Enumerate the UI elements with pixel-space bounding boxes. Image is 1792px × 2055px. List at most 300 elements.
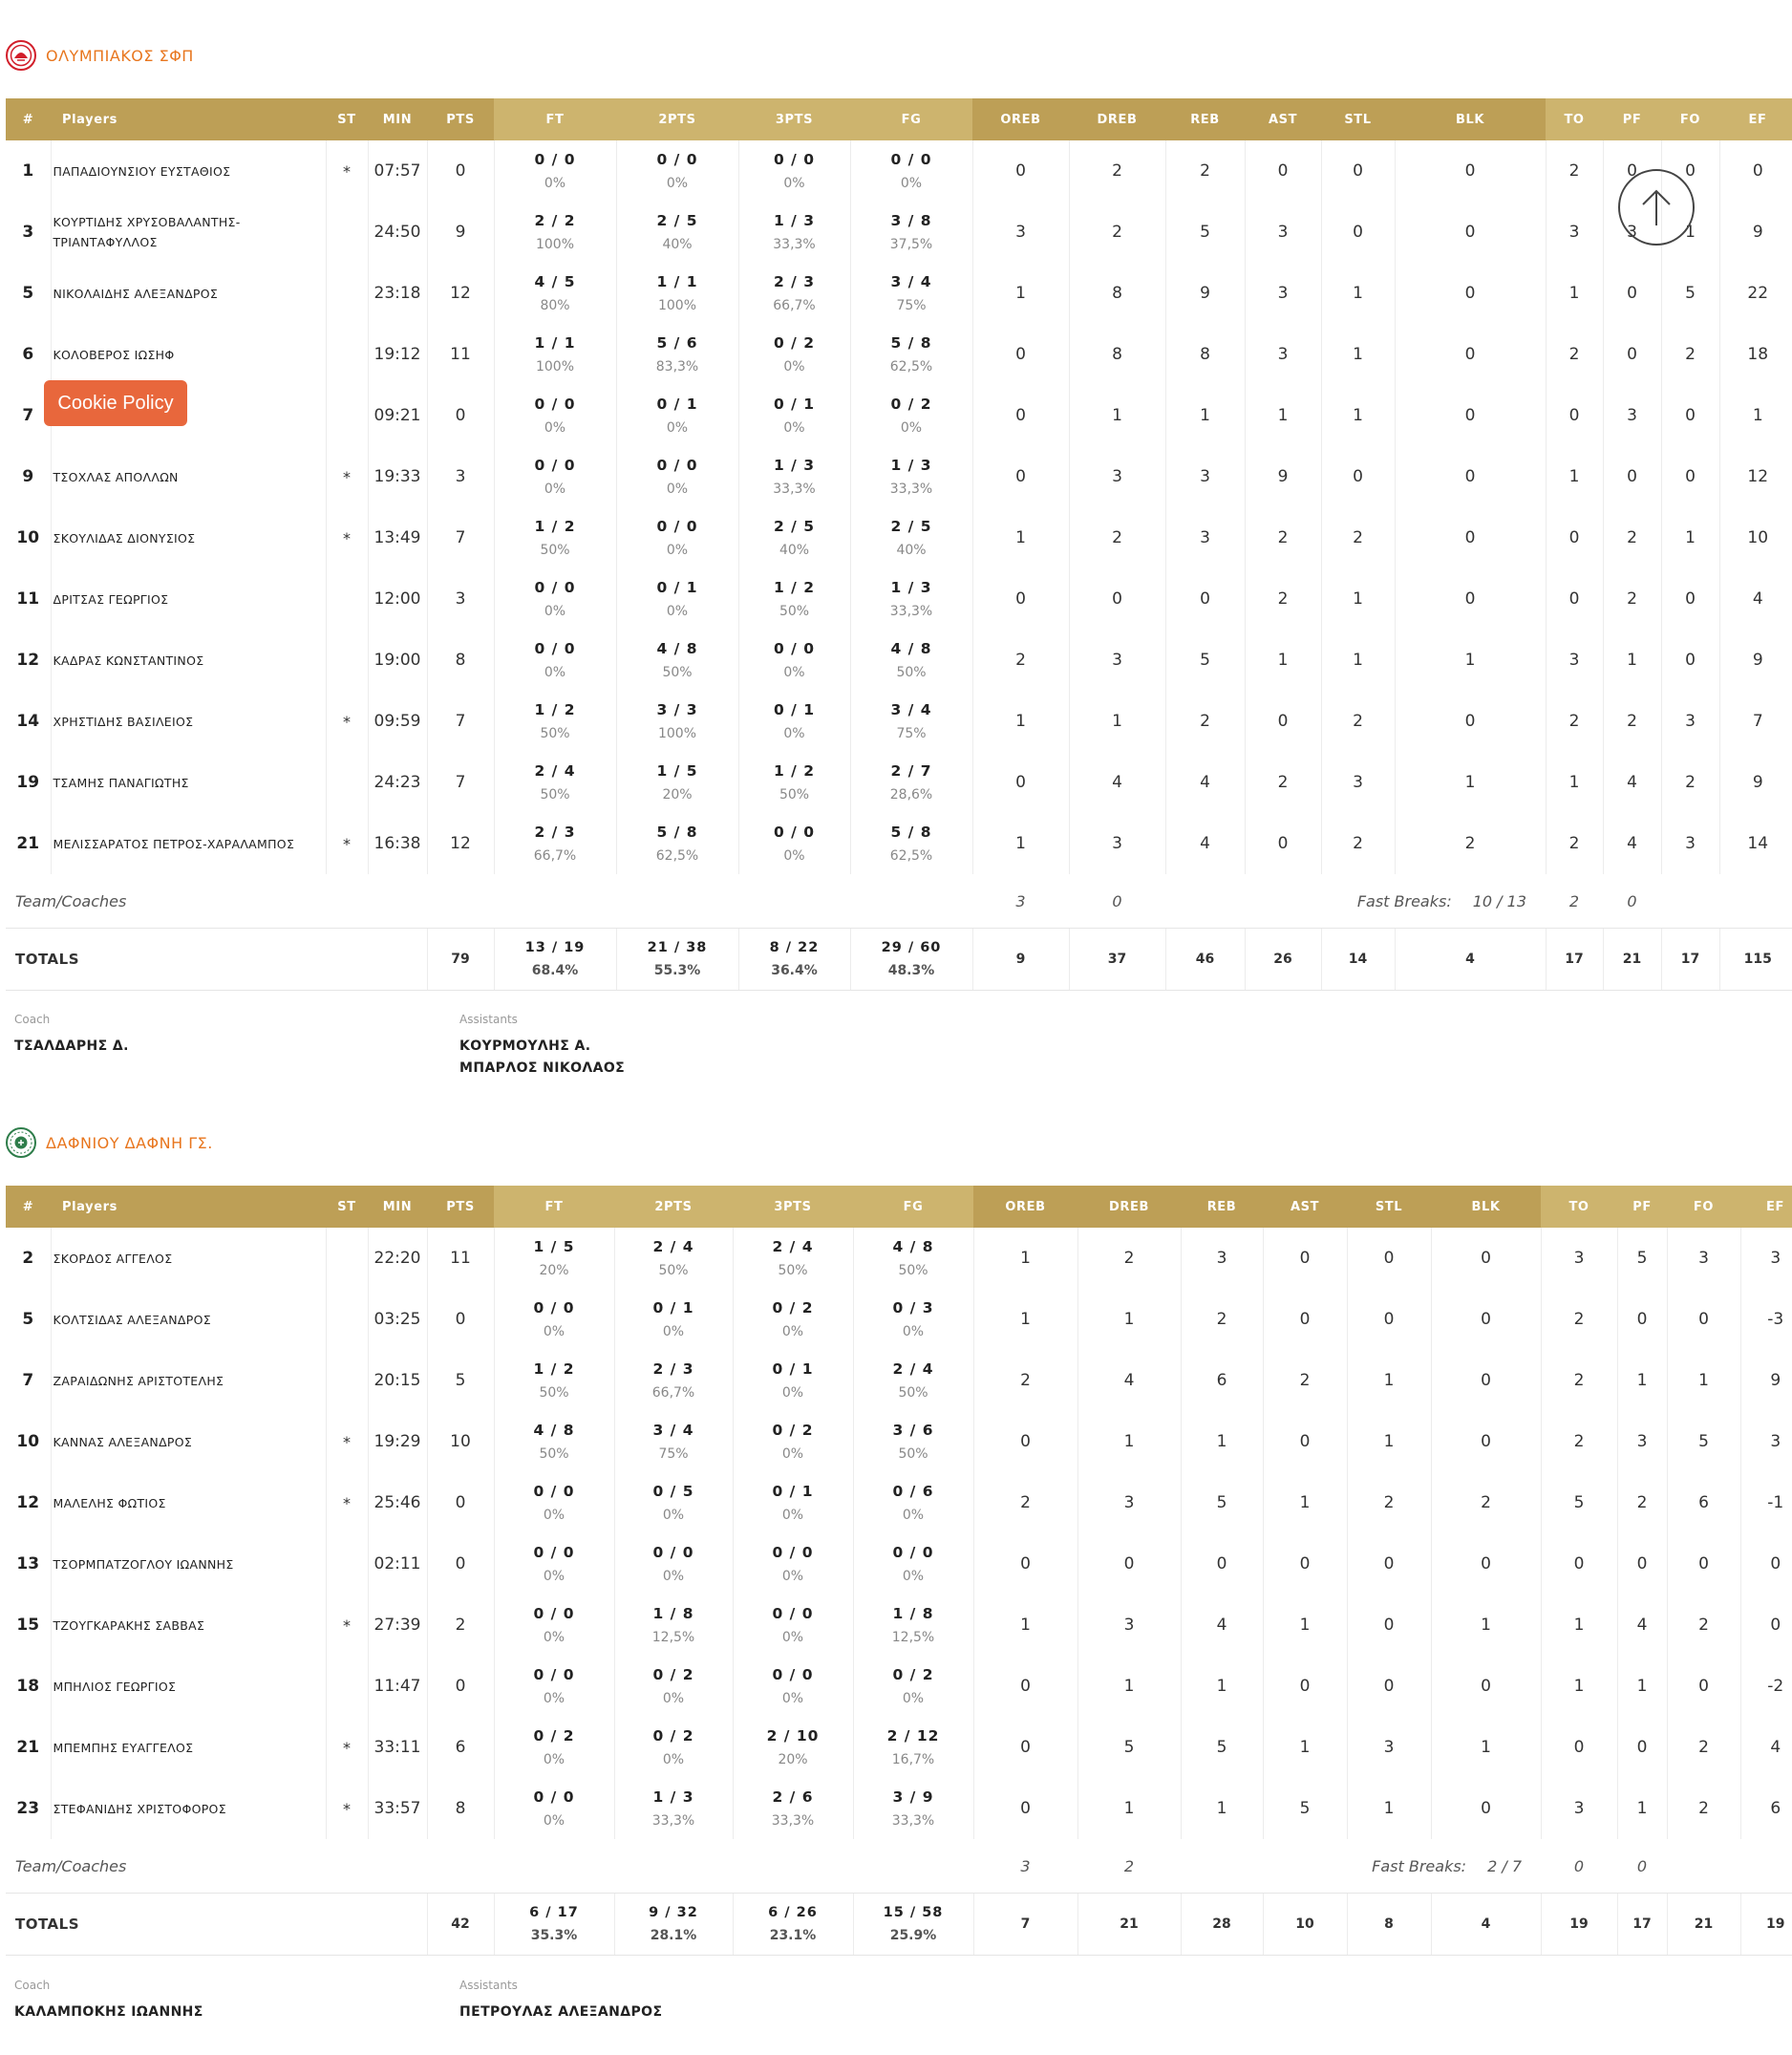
stat-cell-st: * [326, 1472, 368, 1533]
percentage: 28,6% [889, 787, 933, 803]
percentage: 0% [781, 1446, 804, 1462]
shooting-cell-p3 [733, 1656, 853, 1717]
stat-cell-dreb: 3 [1077, 1595, 1181, 1656]
column-header[interactable]: BLK [1395, 98, 1546, 140]
column-header[interactable]: FO [1661, 98, 1719, 140]
stat-cell-reb: 0 [1165, 568, 1245, 630]
made-attempted: 2 / 6 [772, 1788, 814, 1806]
stat-cell-ef: 0 [1719, 140, 1792, 202]
percentage: 0% [902, 1691, 925, 1706]
column-header[interactable]: 3PTS [738, 98, 850, 140]
stat-cell-pf: 1 [1617, 1656, 1667, 1717]
stat-cell-reb: 8 [1165, 324, 1245, 385]
stat-cell-blk: 0 [1431, 1350, 1541, 1411]
shooting-cell-ft [494, 1778, 614, 1839]
fast-breaks [1181, 1839, 1541, 1894]
player-row [6, 1411, 1792, 1472]
player-name-link[interactable]: ΣΚΟΥΛΙΔΑΣ ΔΙΟΝΥΣΙΟΣ [51, 507, 326, 568]
stat-cell-pts: 7 [427, 691, 494, 752]
shooting-cell-fg [853, 1350, 973, 1411]
player-row [6, 324, 1792, 385]
stat-cell-pts: 5 [427, 1350, 494, 1411]
stat-cell-st: * [326, 1778, 368, 1839]
stat-cell-ast: 2 [1245, 568, 1321, 630]
stat-cell-blk: 0 [1431, 1778, 1541, 1839]
cookie-policy-button[interactable]: Cookie Policy [44, 380, 187, 426]
percentage: 12,5% [891, 1630, 935, 1645]
made-attempted: 0 / 2 [772, 1299, 814, 1316]
column-header[interactable]: DREB [1077, 1186, 1181, 1228]
stat-cell-min: 20:15 [368, 1350, 427, 1411]
stat-cell-reb: 3 [1165, 446, 1245, 507]
stat-cell-min: 27:39 [368, 1595, 427, 1656]
stat-cell-reb: 5 [1165, 202, 1245, 263]
stat-cell-num: 10 [16, 1432, 40, 1451]
stat-cell-to: 0 [1541, 1533, 1617, 1595]
column-header[interactable]: EF [1719, 98, 1792, 140]
player-name-link[interactable]: ΤΣΟΡΜΠΑΤΖΟΓΛΟΥ ΙΩΑΝΝΗΣ [51, 1533, 326, 1595]
coach-label: Coach [14, 1013, 51, 1026]
percentage: 66,7% [533, 848, 577, 864]
percentage: 0% [781, 1385, 804, 1401]
totals-reb: 46 [1165, 929, 1245, 991]
player-name-link[interactable]: ΣΚΟΡΔΟΣ ΑΓΓΕΛΟΣ [51, 1228, 326, 1289]
shooting-cell-p2 [614, 1595, 733, 1656]
player-row [6, 1778, 1792, 1839]
stat-cell-reb: 1 [1165, 385, 1245, 446]
made-attempted: 1 / 3 [890, 457, 932, 474]
shooting-cell-fg [853, 1717, 973, 1778]
made-attempted: 3 / 6 [892, 1422, 934, 1439]
stat-cell-oreb: 0 [972, 446, 1069, 507]
percentage: 50% [898, 1446, 928, 1462]
totals-ast: 10 [1263, 1894, 1347, 1956]
totals-pts: 79 [427, 929, 494, 991]
stat-cell-ast: 0 [1245, 691, 1321, 752]
column-header[interactable]: REB [1165, 98, 1245, 140]
player-row [6, 140, 1792, 202]
percentage: 83,3% [655, 359, 699, 375]
stat-cell-pts: 0 [427, 1656, 494, 1717]
stat-cell-ef: 4 [1740, 1717, 1792, 1778]
player-row [6, 813, 1792, 874]
team-coaches-label: Team/Coaches [15, 1856, 127, 1875]
stat-cell-reb: 5 [1181, 1472, 1263, 1533]
stat-cell-num: 19 [16, 773, 40, 792]
made-attempted: 2 / 10 [766, 1727, 820, 1745]
player-name-link[interactable]: ΠΑΠΑΔΙΟΥΝΣΙΟΥ ΕΥΣΤΑΘΙΟΣ [51, 140, 326, 202]
player-name-link[interactable]: ΣΤΕΦΑΝΙΔΗΣ ΧΡΙΣΤΟΦΟΡΟΣ [51, 1778, 326, 1839]
scroll-to-top-button[interactable] [1618, 169, 1695, 246]
column-header[interactable]: MIN [368, 1186, 427, 1228]
stat-cell-blk: 1 [1395, 630, 1546, 691]
shooting-cell-fg [853, 1656, 973, 1717]
column-header[interactable]: FT [494, 98, 616, 140]
stat-cell-blk: 0 [1395, 446, 1546, 507]
made-attempted: 1 / 1 [534, 334, 576, 352]
stat-cell-min: 16:38 [368, 813, 427, 874]
column-header[interactable]: TO [1541, 1186, 1617, 1228]
shooting-cell-ft [494, 1350, 614, 1411]
percentage: 36.4% [771, 963, 818, 978]
made-attempted: 0 / 0 [773, 640, 816, 657]
shooting-cell-ft [494, 1411, 614, 1472]
percentage: 0% [662, 1508, 685, 1523]
shooting-cell-fg [850, 813, 972, 874]
column-header[interactable]: PF [1617, 1186, 1667, 1228]
assistant-name: ΜΠΑΡΛΟΣ ΝΙΚΟΛΑΟΣ [459, 1060, 626, 1076]
stat-cell-ef: 9 [1719, 202, 1792, 263]
stat-cell-ast: 3 [1245, 202, 1321, 263]
shooting-cell-p2 [616, 691, 738, 752]
stat-cell-dreb: 2 [1069, 507, 1165, 568]
fast-breaks-value: 10 / 13 [1472, 891, 1526, 910]
shooting-cell-fg [853, 1533, 973, 1595]
stat-cell-ef: -3 [1740, 1289, 1792, 1350]
column-header[interactable]: Players [51, 98, 326, 140]
stat-cell-fo: 0 [1661, 568, 1719, 630]
stat-cell-pts: 11 [427, 324, 494, 385]
shooting-cell-p3 [733, 1533, 853, 1595]
stat-cell-dreb: 2 [1069, 140, 1165, 202]
stat-cell-pf: 4 [1603, 752, 1661, 813]
stat-cell-oreb: 0 [972, 752, 1069, 813]
shooting-cell-p2 [616, 813, 738, 874]
coach-block-away [14, 1979, 203, 2023]
percentage: 40% [662, 237, 693, 252]
made-attempted: 2 / 3 [652, 1360, 694, 1378]
stat-cell-stl: 1 [1321, 568, 1395, 630]
player-row [6, 1595, 1792, 1656]
column-header[interactable]: AST [1263, 1186, 1347, 1228]
made-attempted: 15 / 58 [883, 1905, 944, 1920]
percentage: 80% [540, 298, 570, 313]
made-attempted: 0 / 2 [652, 1666, 694, 1683]
shooting-cell-fg [850, 507, 972, 568]
totals-to: 17 [1546, 929, 1603, 991]
stat-cell-stl: 2 [1321, 691, 1395, 752]
shooting-cell-p3 [733, 1289, 853, 1350]
stat-cell-to: 5 [1541, 1472, 1617, 1533]
stat-cell-pf: 3 [1603, 385, 1661, 446]
percentage: 33,3% [889, 604, 933, 619]
percentage: 66,7% [651, 1385, 695, 1401]
player-row [6, 630, 1792, 691]
stat-cell-pts: 8 [427, 630, 494, 691]
totals-fo: 17 [1661, 929, 1719, 991]
player-name-link[interactable]: ΔΡΙΤΣΑΣ ΓΕΩΡΓΙΟΣ [51, 568, 326, 630]
stat-cell-fo: 2 [1661, 324, 1719, 385]
column-header[interactable]: PTS [427, 98, 494, 140]
made-attempted: 0 / 0 [533, 1299, 575, 1316]
made-attempted: 2 / 4 [892, 1360, 934, 1378]
stat-cell-ast: 0 [1263, 1411, 1347, 1472]
made-attempted: 3 / 4 [890, 701, 932, 718]
stat-cell-st [326, 385, 368, 446]
column-header[interactable]: BLK [1431, 1186, 1541, 1228]
totals-pf: 21 [1603, 929, 1661, 991]
shooting-cell-p2 [614, 1533, 733, 1595]
stat-cell-pts: 12 [427, 813, 494, 874]
stat-cell-dreb: 4 [1069, 752, 1165, 813]
stat-cell-blk: 2 [1395, 813, 1546, 874]
column-header[interactable]: 2PTS [616, 98, 738, 140]
stat-cell-pf: 2 [1603, 507, 1661, 568]
player-name-link[interactable]: ΤΖΟΥΓΚΑΡΑΚΗΣ ΣΑΒΒΑΣ [51, 1595, 326, 1656]
stat-cell-ast: 0 [1245, 813, 1321, 874]
player-row [6, 1472, 1792, 1533]
stat-cell-reb: 1 [1181, 1411, 1263, 1472]
percentage: 0% [543, 1630, 565, 1645]
shooting-cell-ft [494, 1228, 614, 1289]
totals-row [6, 1894, 1792, 1956]
column-header[interactable]: # [6, 98, 51, 140]
player-name-link[interactable]: ΚΑΝΝΑΣ ΑΛΕΞΑΝΔΡΟΣ [51, 1411, 326, 1472]
player-name-link[interactable]: ΝΙΚΟΛΑΙΔΗΣ ΑΛΕΞΑΝΔΡΟΣ [51, 263, 326, 324]
shooting-cell-fg [850, 630, 972, 691]
player-row [6, 385, 1792, 446]
stat-cell-oreb: 1 [973, 1289, 1077, 1350]
fast-breaks-label: Fast Breaks: [1372, 1856, 1467, 1875]
percentage: 20% [539, 1263, 569, 1278]
stat-cell-fo: 0 [1667, 1533, 1740, 1595]
column-header[interactable]: FG [853, 1186, 973, 1228]
made-attempted: 1 / 5 [656, 762, 698, 780]
player-name-link[interactable]: ΜΑΛΕΛΗΣ ΦΩΤΙΟΣ [51, 1472, 326, 1533]
stat-cell-st [326, 1289, 368, 1350]
stat-cell-reb: 6 [1181, 1350, 1263, 1411]
column-header[interactable]: FO [1667, 1186, 1740, 1228]
stat-cell-pf: 3 [1617, 1411, 1667, 1472]
column-header[interactable]: OREB [972, 98, 1069, 140]
stat-cell-blk: 0 [1395, 568, 1546, 630]
stat-cell-ast: 0 [1245, 140, 1321, 202]
column-header[interactable]: PF [1603, 98, 1661, 140]
stat-cell-pf: 0 [1603, 446, 1661, 507]
shooting-cell-p2 [614, 1289, 733, 1350]
column-header[interactable]: OREB [973, 1186, 1077, 1228]
stat-cell-reb: 3 [1165, 507, 1245, 568]
stat-cell-stl: 0 [1347, 1656, 1431, 1717]
stat-cell-num: 7 [22, 406, 34, 425]
player-name-link[interactable]: ΤΣΑΜΗΣ ΠΑΝΑΓΙΩΤΗΣ [51, 752, 326, 813]
column-header[interactable]: PTS [427, 1186, 494, 1228]
column-header[interactable]: MIN [368, 98, 427, 140]
made-attempted: 0 / 0 [773, 824, 816, 841]
column-header[interactable]: DREB [1069, 98, 1165, 140]
percentage: 40% [779, 543, 810, 558]
stat-cell-pf: 4 [1617, 1595, 1667, 1656]
column-header[interactable]: FT [494, 1186, 614, 1228]
totals-shooting-fg [853, 1894, 973, 1956]
column-header[interactable]: TO [1546, 98, 1603, 140]
stat-cell-to: 3 [1546, 630, 1603, 691]
stat-cell-fo: 1 [1661, 507, 1719, 568]
stat-cell-stl: 1 [1321, 385, 1395, 446]
team-oreb: 3 [1015, 891, 1026, 910]
team-to: 2 [1568, 891, 1580, 910]
player-name-link[interactable]: ΜΕΛΙΣΣΑΡΑΤΟΣ ΠΕΤΡΟΣ-ΧΑΡΑΛΑΜΠΟΣ [51, 813, 326, 874]
stat-cell-ast: 0 [1263, 1289, 1347, 1350]
made-attempted: 0 / 2 [773, 334, 816, 352]
shooting-cell-p3 [738, 752, 850, 813]
stat-cell-pf: 0 [1603, 140, 1661, 202]
stat-cell-to: 1 [1546, 263, 1603, 324]
stat-cell-to: 1 [1546, 446, 1603, 507]
stat-cell-stl: 1 [1347, 1350, 1431, 1411]
stat-cell-oreb: 0 [972, 140, 1069, 202]
column-header[interactable]: STL [1321, 98, 1395, 140]
column-header[interactable]: AST [1245, 98, 1321, 140]
stat-cell-st [326, 1656, 368, 1717]
percentage: 0% [900, 420, 923, 436]
olympiacos-crest-icon [6, 40, 36, 71]
made-attempted: 0 / 0 [656, 457, 698, 474]
stat-cell-stl: 0 [1321, 446, 1395, 507]
percentage: 0% [662, 1691, 685, 1706]
stat-cell-num: 3 [22, 223, 34, 242]
player-name-link[interactable]: ΧΡΗΣΤΙΔΗΣ ΒΑΣΙΛΕΙΟΣ [51, 691, 326, 752]
stat-cell-st: * [326, 691, 368, 752]
stat-cell-st [326, 1228, 368, 1289]
shooting-cell-p2 [616, 507, 738, 568]
stat-cell-ef: 14 [1719, 813, 1792, 874]
column-header[interactable]: ST [326, 98, 368, 140]
column-header[interactable]: STL [1347, 1186, 1431, 1228]
stat-cell-pts: 0 [427, 1289, 494, 1350]
column-header[interactable]: 2PTS [614, 1186, 733, 1228]
column-header[interactable]: ST [326, 1186, 368, 1228]
percentage: 0% [666, 420, 689, 436]
stat-cell-dreb: 1 [1077, 1289, 1181, 1350]
made-attempted: 0 / 0 [652, 1544, 694, 1561]
column-header[interactable]: 3PTS [733, 1186, 853, 1228]
stat-cell-to: 1 [1541, 1595, 1617, 1656]
stat-cell-to: 2 [1546, 324, 1603, 385]
player-name-link[interactable]: ΜΠΗΛΙΟΣ ΓΕΩΡΓΙΟΣ [51, 1656, 326, 1717]
stat-cell-num: 5 [22, 1310, 34, 1329]
team-coaches-label: Team/Coaches [15, 891, 127, 910]
stat-cell-min: 22:20 [368, 1228, 427, 1289]
team-name[interactable]: ΟΛΥΜΠΙΑΚΟΣ ΣΦΠ [46, 46, 194, 65]
team-coaches-row [6, 1839, 1792, 1894]
percentage: 33,3% [771, 1813, 815, 1829]
player-name-link[interactable]: ΜΠΕΜΠΗΣ ΕΥΑΓΓΕΛΟΣ [51, 1717, 326, 1778]
percentage: 20% [778, 1752, 808, 1767]
shooting-cell-ft [494, 446, 616, 507]
stat-cell-st [326, 630, 368, 691]
percentage: 28.1% [650, 1928, 697, 1943]
shooting-cell-p3 [733, 1350, 853, 1411]
stat-cell-pts: 0 [427, 385, 494, 446]
team-name[interactable]: ΔΑΦΝΙΟΥ ΔΑΦΝΗ ΓΣ. [46, 1133, 213, 1152]
made-attempted: 2 / 4 [772, 1238, 814, 1255]
stat-cell-pts: 7 [427, 752, 494, 813]
percentage: 50% [540, 787, 570, 803]
made-attempted: 0 / 0 [533, 1788, 575, 1806]
column-header[interactable]: REB [1181, 1186, 1263, 1228]
percentage: 50% [540, 543, 570, 558]
stat-cell-oreb: 2 [972, 630, 1069, 691]
percentage: 0% [900, 176, 923, 191]
table-header-row [6, 98, 1792, 140]
stat-cell-reb: 5 [1165, 630, 1245, 691]
stat-cell-ef: 9 [1719, 752, 1792, 813]
player-name-link[interactable]: ΤΣΟΧΛΑΣ ΑΠΟΛΛΩΝ [51, 446, 326, 507]
percentage: 0% [902, 1324, 925, 1339]
made-attempted: 2 / 5 [656, 212, 698, 229]
stat-cell-oreb: 0 [973, 1717, 1077, 1778]
stat-cell-to: 2 [1541, 1411, 1617, 1472]
shooting-cell-p2 [616, 324, 738, 385]
player-name-link[interactable]: ΚΟΥΡΤΙΔΗΣ ΧΡΥΣΟΒΑΛΑΝΤΗΣ-ΤΡΙΑΝΤΑΦΥΛΛΟΣ [51, 202, 326, 263]
percentage: 50% [896, 665, 927, 680]
player-name-link[interactable]: ΖΑΡΑΙΔΩΝΗΣ ΑΡΙΣΤΟΤΕΛΗΣ [51, 1350, 326, 1411]
player-name-link[interactable]: ΚΑΔΡΑΣ ΚΩΝΣΤΑΝΤΙΝΟΣ [51, 630, 326, 691]
totals-label: TOTALS [6, 929, 427, 991]
shooting-cell-p3 [733, 1472, 853, 1533]
stat-cell-num: 15 [16, 1616, 40, 1635]
column-header[interactable]: FG [850, 98, 972, 140]
made-attempted: 0 / 6 [892, 1483, 934, 1500]
made-attempted: 0 / 0 [772, 1666, 814, 1683]
stat-cell-oreb: 1 [972, 691, 1069, 752]
stat-cell-ef: 9 [1740, 1350, 1792, 1411]
column-header[interactable]: # [6, 1186, 51, 1228]
player-name-link[interactable]: ΚΟΛΟΒΕΡΟΣ ΙΩΣΗΦ [51, 324, 326, 385]
percentage: 100% [535, 359, 575, 375]
stat-cell-pf: 1 [1617, 1778, 1667, 1839]
made-attempted: 0 / 0 [534, 579, 576, 596]
stat-cell-min: 19:29 [368, 1411, 427, 1472]
stat-cell-st: * [326, 1411, 368, 1472]
totals-fo: 21 [1667, 1894, 1740, 1956]
made-attempted: 0 / 1 [656, 579, 698, 596]
stat-cell-fo: 2 [1667, 1778, 1740, 1839]
column-header[interactable]: EF [1740, 1186, 1792, 1228]
stat-cell-fo: 0 [1661, 446, 1719, 507]
made-attempted: 0 / 2 [533, 1727, 575, 1745]
stat-cell-stl: 1 [1321, 263, 1395, 324]
percentage: 33,3% [773, 482, 816, 497]
stat-cell-reb: 1 [1181, 1656, 1263, 1717]
stat-cell-pts: 8 [427, 1778, 494, 1839]
percentage: 0% [666, 482, 689, 497]
column-header[interactable]: Players [51, 1186, 326, 1228]
shooting-cell-p3 [733, 1595, 853, 1656]
made-attempted: 0 / 3 [892, 1299, 934, 1316]
player-row [6, 1350, 1792, 1411]
shooting-cell-p3 [733, 1717, 853, 1778]
player-name-link[interactable]: ΚΟΛΤΣΙΔΑΣ ΑΛΕΞΑΝΔΡΟΣ [51, 1289, 326, 1350]
stat-cell-dreb: 8 [1069, 324, 1165, 385]
totals-shooting-fg [850, 929, 972, 991]
stat-cell-st [326, 263, 368, 324]
player-row [6, 1228, 1792, 1289]
made-attempted: 0 / 1 [772, 1360, 814, 1378]
made-attempted: 2 / 4 [534, 762, 576, 780]
stat-cell-reb: 5 [1181, 1717, 1263, 1778]
stat-cell-stl: 2 [1321, 507, 1395, 568]
percentage: 50% [898, 1263, 928, 1278]
made-attempted: 6 / 26 [768, 1905, 818, 1920]
player-row [6, 1656, 1792, 1717]
stat-cell-ef: 3 [1740, 1228, 1792, 1289]
shooting-cell-ft [494, 385, 616, 446]
percentage: 0% [783, 176, 805, 191]
team-to: 0 [1573, 1856, 1585, 1875]
stat-cell-stl: 1 [1321, 630, 1395, 691]
